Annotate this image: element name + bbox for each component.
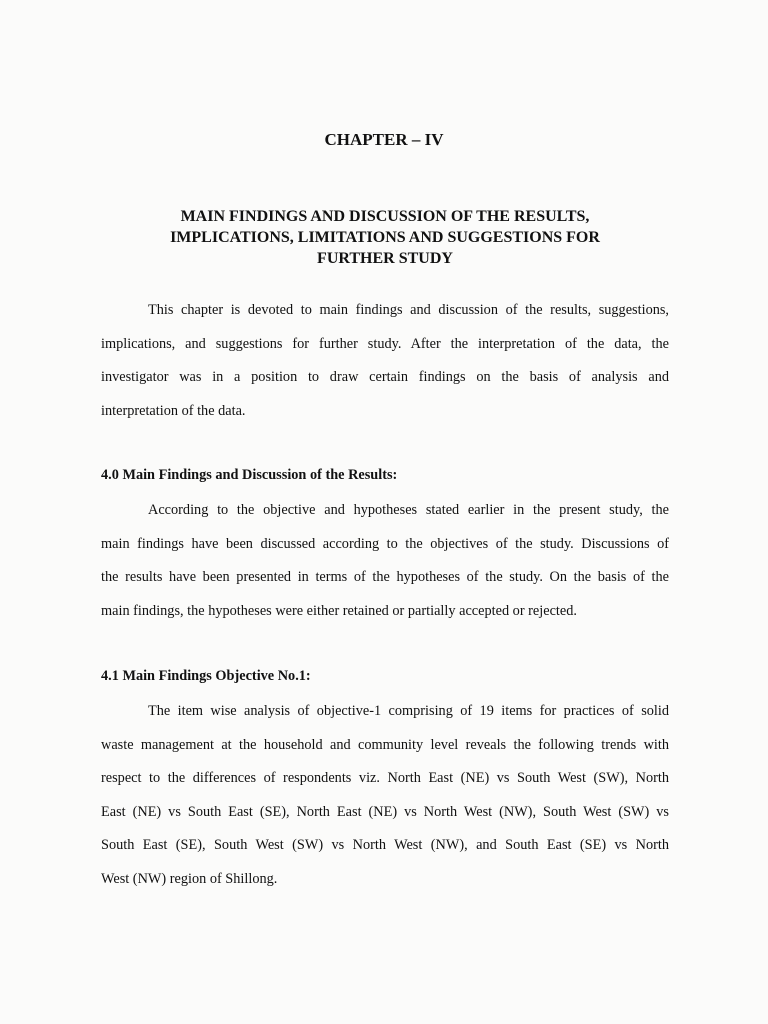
paragraph-line: The item wise analysis of objective-1 comprising of 19 items for practices of solid — [148, 703, 669, 719]
section-heading: 4.1 Main Findings Objective No.1: — [101, 668, 311, 684]
section-paragraph — [101, 494, 669, 628]
paragraph-line: East (NE) vs South East (SE), North East (NE) vs North West (NW), South West (SW) vs — [101, 803, 669, 820]
main-title-line: MAIN FINDINGS AND DISCUSSION OF THE RESULTS, — [180, 208, 590, 225]
paragraph-line: main findings have been discussed according to the objectives of the study. Discussions of — [101, 535, 669, 552]
section-heading: 4.0 Main Findings and Discussion of the Results: — [101, 467, 398, 483]
main-title-line: FURTHER STUDY — [317, 250, 453, 267]
paragraph-line: the results have been presented in terms of the hypotheses of the study. On the basis of the — [101, 569, 669, 585]
paragraph-line: implications, and suggestions for further study. After the interpretation of the data, the — [101, 335, 669, 352]
paragraph-line: waste management at the household and community level reveals the following trends with — [101, 736, 669, 753]
main-title-line: IMPLICATIONS, LIMITATIONS AND SUGGESTIONS FOR — [170, 229, 600, 246]
paragraph-line: According to the objective and hypotheses stated earlier in the present study, the — [148, 502, 669, 518]
paragraph-line: investigator was in a position to draw certain findings on the basis of analysis and — [101, 369, 669, 385]
section-paragraph — [101, 695, 669, 896]
intro-paragraph — [101, 294, 669, 428]
paragraph-line: interpretation of the data. — [101, 402, 246, 419]
paragraph-line: West (NW) region of Shillong. — [101, 870, 278, 887]
chapter-title: CHAPTER – IV — [324, 130, 444, 149]
paragraph-line: respect to the differences of respondents viz. North East (NE) vs South West (SW), North — [101, 770, 669, 786]
main-title — [90, 206, 680, 269]
paragraph-line: South East (SE), South West (SW) vs North West (NW), and South East (SE) vs North — [101, 837, 669, 853]
paragraph-line: This chapter is devoted to main findings and discussion of the results, suggestions, — [148, 302, 669, 318]
paragraph-line: main findings, the hypotheses were either retained or partially accepted or rejected. — [101, 602, 577, 619]
